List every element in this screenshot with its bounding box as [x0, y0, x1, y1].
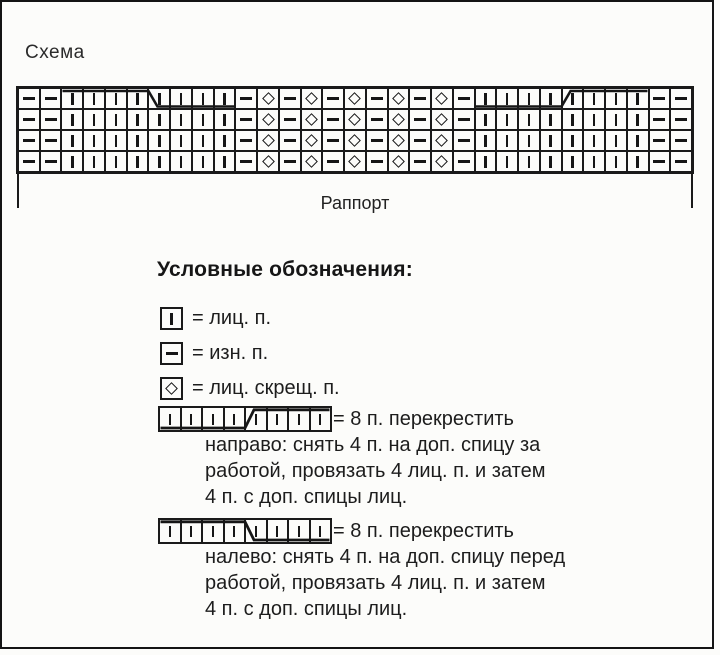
chart-cell: [18, 88, 40, 109]
chart-cell: [540, 130, 562, 151]
knit-bar-icon: [615, 114, 618, 126]
chart-cell: [627, 88, 649, 109]
chart-cell: [192, 88, 214, 109]
purl-bar-icon: [653, 118, 665, 121]
chart-cell: [40, 109, 62, 130]
chart-cell: [518, 109, 540, 130]
knit-bar-icon: [528, 114, 531, 126]
chart-cell: [649, 88, 671, 109]
chart-cell: [192, 151, 214, 172]
purl-bar-icon: [23, 118, 35, 121]
purl-bar-icon: [45, 118, 57, 121]
chart-cell: [605, 109, 627, 130]
knit-bar-icon: [528, 93, 531, 105]
chart-cell: [518, 151, 540, 172]
chart-cell: [431, 109, 453, 130]
chart-cell: [18, 151, 40, 172]
purl-bar-icon: [414, 118, 426, 121]
legend-item-label: = изн. п.: [192, 342, 269, 364]
knit-bar-icon: [615, 135, 618, 147]
knit-bar-icon: [506, 93, 509, 105]
knit-bar-icon: [484, 114, 487, 126]
chart-cell: [496, 151, 518, 172]
chart-cell: [431, 88, 453, 109]
knit-bar-icon: [136, 156, 139, 168]
chart-cell: [105, 109, 127, 130]
chart-cell: [409, 109, 431, 130]
chart-cell: [453, 151, 475, 172]
chart-cell: [148, 130, 170, 151]
chart-cell: [322, 151, 344, 172]
chart-cell: [627, 109, 649, 130]
chart-cell: [105, 88, 127, 109]
purl-bar-icon: [240, 118, 252, 121]
knit-bar-icon: [136, 114, 139, 126]
legend-item-label: = лиц. п.: [192, 307, 272, 329]
legend-heading: Условные обозначения:: [157, 258, 413, 281]
knit-bar-icon: [593, 156, 596, 168]
chart-cell: [257, 130, 279, 151]
knit-bar-icon: [223, 135, 226, 147]
knit-bar-icon: [571, 114, 574, 126]
chart-cell: [170, 130, 192, 151]
chart-cell: [214, 130, 236, 151]
chart-cell: [301, 130, 323, 151]
knit-bar-icon: [169, 526, 171, 537]
purl-bar-icon: [45, 139, 57, 142]
purl-bar-icon: [653, 139, 665, 142]
chart-cell: [409, 130, 431, 151]
knit-bar-icon: [115, 135, 118, 147]
twisted-stitch-icon: [160, 377, 183, 400]
chart-cell: [475, 109, 497, 130]
cable-description-line: = 8 п. перекрестить: [333, 520, 514, 542]
purl-bar-icon: [458, 97, 470, 100]
knit-bar-icon: [170, 313, 173, 325]
chart-cell: [670, 109, 692, 130]
chart-cell: [83, 88, 105, 109]
chart-cell: [322, 109, 344, 130]
knit-bar-icon: [71, 93, 74, 105]
chart-cell: [627, 151, 649, 172]
chart-cell: [496, 88, 518, 109]
diamond-icon: [305, 155, 318, 168]
chart-cell: [40, 151, 62, 172]
cable-description-line: направо: снять 4 п. на доп. спицу за: [205, 434, 541, 456]
knit-stitch-icon: [160, 307, 183, 330]
purl-bar-icon: [458, 118, 470, 121]
chart-cell: [83, 109, 105, 130]
chart-cell: [235, 109, 257, 130]
diamond-icon: [349, 92, 362, 105]
knit-bar-icon: [549, 93, 552, 105]
diamond-icon: [165, 382, 178, 395]
knit-bar-icon: [180, 135, 183, 147]
chart-cell: [148, 109, 170, 130]
chart-cell: [148, 151, 170, 172]
chart-cell: [562, 130, 584, 151]
purl-bar-icon: [675, 97, 687, 100]
knit-bar-icon: [71, 114, 74, 126]
chart-cell: [235, 130, 257, 151]
chart-cell: [649, 109, 671, 130]
chart-cell: [181, 519, 203, 543]
purl-bar-icon: [284, 97, 296, 100]
chart-cell: [279, 88, 301, 109]
purl-bar-icon: [458, 139, 470, 142]
knit-bar-icon: [115, 93, 118, 105]
chart-cell: [83, 130, 105, 151]
knit-bar-icon: [190, 414, 192, 425]
purl-bar-icon: [240, 160, 252, 163]
purl-bar-icon: [653, 97, 665, 100]
chart-cell: [105, 151, 127, 172]
chart-cell: [409, 151, 431, 172]
purl-bar-icon: [327, 139, 339, 142]
chart-cell: [235, 151, 257, 172]
knit-bar-icon: [615, 156, 618, 168]
diamond-icon: [436, 92, 449, 105]
knit-bar-icon: [506, 135, 509, 147]
chart-cell: [301, 109, 323, 130]
purl-bar-icon: [371, 97, 383, 100]
chart-cell: [83, 151, 105, 172]
chart-cell: [159, 407, 181, 431]
chart-grid: [16, 86, 694, 174]
chart-cell: [562, 109, 584, 130]
knit-bar-icon: [180, 114, 183, 126]
purl-bar-icon: [327, 118, 339, 121]
chart-cell: [670, 151, 692, 172]
purl-stitch-icon: [160, 342, 183, 365]
chart-cell: [605, 130, 627, 151]
chart-cell: [257, 88, 279, 109]
knit-bar-icon: [93, 135, 96, 147]
chart-cell: [366, 88, 388, 109]
chart-cell: [61, 151, 83, 172]
knit-bar-icon: [223, 156, 226, 168]
purl-bar-icon: [371, 160, 383, 163]
chart-cell: [453, 109, 475, 130]
knit-bar-icon: [593, 114, 596, 126]
chart-cell: [496, 109, 518, 130]
knit-bar-icon: [484, 135, 487, 147]
chart-cell: [301, 151, 323, 172]
diamond-icon: [392, 113, 405, 126]
purl-bar-icon: [371, 139, 383, 142]
knit-bar-icon: [158, 135, 161, 147]
chart-cell: [170, 151, 192, 172]
chart-cell: [388, 130, 410, 151]
diamond-icon: [305, 134, 318, 147]
diamond-icon: [262, 113, 275, 126]
knit-bar-icon: [593, 93, 596, 105]
knit-bar-icon: [571, 156, 574, 168]
purl-bar-icon: [414, 139, 426, 142]
diamond-icon: [436, 155, 449, 168]
cable-right-description: [205, 406, 585, 510]
chart-cell: [127, 109, 149, 130]
diamond-icon: [349, 155, 362, 168]
chart-cell: [670, 88, 692, 109]
chart-cell: [214, 151, 236, 172]
chart-cell: [40, 130, 62, 151]
chart-cell: [181, 407, 203, 431]
diamond-icon: [392, 134, 405, 147]
knit-bar-icon: [202, 93, 205, 105]
chart-cell: [18, 130, 40, 151]
chart-cell: [214, 88, 236, 109]
chart-cell: [649, 130, 671, 151]
knit-bar-icon: [528, 135, 531, 147]
knitting-chart: [16, 86, 694, 174]
chart-cell: [583, 109, 605, 130]
chart-cell: [475, 88, 497, 109]
legend-item-purl: [160, 342, 268, 365]
chart-cell: [235, 88, 257, 109]
chart-cell: [409, 88, 431, 109]
knit-bar-icon: [169, 414, 171, 425]
chart-cell: [192, 130, 214, 151]
purl-bar-icon: [327, 97, 339, 100]
chart-cell: [388, 109, 410, 130]
chart-cell: [40, 88, 62, 109]
purl-bar-icon: [45, 160, 57, 163]
chart-cell: [540, 109, 562, 130]
knit-bar-icon: [549, 135, 552, 147]
knit-bar-icon: [93, 114, 96, 126]
purl-bar-icon: [23, 160, 35, 163]
chart-cell: [388, 151, 410, 172]
knit-bar-icon: [549, 156, 552, 168]
chart-cell: [366, 109, 388, 130]
purl-bar-icon: [414, 97, 426, 100]
diamond-icon: [262, 134, 275, 147]
chart-cell: [192, 109, 214, 130]
chart-cell: [148, 88, 170, 109]
chart-cell: [388, 88, 410, 109]
chart-cell: [257, 109, 279, 130]
knit-bar-icon: [202, 135, 205, 147]
knit-bar-icon: [158, 93, 161, 105]
purl-bar-icon: [240, 97, 252, 100]
chart-cell: [61, 130, 83, 151]
chart-cell: [127, 151, 149, 172]
chart-cell: [344, 109, 366, 130]
chart-cell: [322, 88, 344, 109]
chart-cell: [301, 88, 323, 109]
chart-cell: [649, 151, 671, 172]
knit-bar-icon: [636, 93, 639, 105]
chart-cell: [518, 88, 540, 109]
diamond-icon: [392, 155, 405, 168]
chart-cell: [279, 130, 301, 151]
knit-bar-icon: [190, 526, 192, 537]
cable-description-line: работой, провязать 4 лиц. п. и затем: [205, 572, 546, 594]
knit-bar-icon: [136, 135, 139, 147]
diamond-icon: [305, 113, 318, 126]
diamond-icon: [305, 92, 318, 105]
chart-cell: [583, 130, 605, 151]
knit-bar-icon: [223, 93, 226, 105]
knit-bar-icon: [571, 135, 574, 147]
cable-description-line: = 8 п. перекрестить: [333, 408, 514, 430]
purl-bar-icon: [675, 139, 687, 142]
chart-cell: [605, 88, 627, 109]
knit-bar-icon: [223, 114, 226, 126]
chart-cell: [583, 151, 605, 172]
chart-cell: [61, 109, 83, 130]
chart-cell: [322, 130, 344, 151]
chart-cell: [61, 88, 83, 109]
knit-bar-icon: [484, 93, 487, 105]
chart-cell: [540, 88, 562, 109]
cable-description-line: работой, провязать 4 лиц. п. и затем: [205, 460, 546, 482]
chart-cell: [366, 151, 388, 172]
diamond-icon: [349, 113, 362, 126]
knit-bar-icon: [593, 135, 596, 147]
purl-bar-icon: [653, 160, 665, 163]
legend-item-knit: [160, 307, 271, 330]
chart-cell: [257, 151, 279, 172]
chart-cell: [496, 130, 518, 151]
knit-bar-icon: [93, 156, 96, 168]
purl-bar-icon: [675, 118, 687, 121]
purl-bar-icon: [371, 118, 383, 121]
chart-cell: [583, 88, 605, 109]
purl-bar-icon: [327, 160, 339, 163]
knit-bar-icon: [180, 156, 183, 168]
schema-title: Схема: [25, 42, 85, 63]
chart-cell: [518, 130, 540, 151]
purl-bar-icon: [23, 97, 35, 100]
purl-bar-icon: [23, 139, 35, 142]
knit-bar-icon: [115, 114, 118, 126]
purl-bar-icon: [284, 139, 296, 142]
knit-bar-icon: [158, 156, 161, 168]
knit-bar-icon: [93, 93, 96, 105]
knit-bar-icon: [136, 93, 139, 105]
knit-bar-icon: [636, 114, 639, 126]
knit-bar-icon: [484, 156, 487, 168]
chart-cell: [344, 130, 366, 151]
knit-bar-icon: [636, 156, 639, 168]
purl-bar-icon: [45, 97, 57, 100]
chart-cell: [18, 109, 40, 130]
purl-bar-icon: [166, 352, 178, 355]
chart-cell: [344, 151, 366, 172]
chart-cell: [214, 109, 236, 130]
chart-cell: [475, 130, 497, 151]
chart-cell: [170, 109, 192, 130]
chart-cell: [453, 88, 475, 109]
purl-bar-icon: [458, 160, 470, 163]
diamond-icon: [262, 155, 275, 168]
legend-item-twisted: [160, 377, 340, 400]
diamond-icon: [392, 92, 405, 105]
knit-bar-icon: [615, 93, 618, 105]
chart-cell: [627, 130, 649, 151]
knit-bar-icon: [506, 156, 509, 168]
chart-cell: [605, 151, 627, 172]
knit-bar-icon: [636, 135, 639, 147]
chart-cell: [279, 151, 301, 172]
cable-description-line: налево: снять 4 п. на доп. спицу перед: [205, 546, 566, 568]
cable-description-line: 4 п. с доп. спицы лиц.: [205, 486, 408, 508]
chart-cell: [170, 88, 192, 109]
purl-bar-icon: [240, 139, 252, 142]
rapport-label: Раппорт: [320, 193, 390, 213]
chart-cell: [344, 88, 366, 109]
knit-bar-icon: [71, 135, 74, 147]
chart-cell: [127, 130, 149, 151]
diamond-icon: [262, 92, 275, 105]
diamond-icon: [436, 134, 449, 147]
cable-left-description: [205, 518, 585, 622]
purl-bar-icon: [284, 118, 296, 121]
knit-bar-icon: [71, 156, 74, 168]
chart-cell: [562, 151, 584, 172]
chart-cell: [431, 130, 453, 151]
knit-bar-icon: [549, 114, 552, 126]
chart-cell: [540, 151, 562, 172]
chart-cell: [366, 130, 388, 151]
legend-item-label: = лиц. скрещ. п.: [192, 377, 340, 399]
knit-bar-icon: [528, 156, 531, 168]
knit-bar-icon: [180, 93, 183, 105]
purl-bar-icon: [284, 160, 296, 163]
purl-bar-icon: [675, 160, 687, 163]
diamond-icon: [436, 113, 449, 126]
knit-bar-icon: [115, 156, 118, 168]
cable-description-line: 4 п. с доп. спицы лиц.: [205, 598, 408, 620]
purl-bar-icon: [414, 160, 426, 163]
chart-cell: [127, 88, 149, 109]
chart-cell: [670, 130, 692, 151]
chart-cell: [562, 88, 584, 109]
diamond-icon: [349, 134, 362, 147]
chart-cell: [159, 519, 181, 543]
knit-bar-icon: [202, 114, 205, 126]
chart-cell: [475, 151, 497, 172]
chart-cell: [431, 151, 453, 172]
chart-cell: [453, 130, 475, 151]
chart-cell: [105, 130, 127, 151]
knit-bar-icon: [158, 114, 161, 126]
knit-bar-icon: [506, 114, 509, 126]
knit-bar-icon: [202, 156, 205, 168]
knit-bar-icon: [571, 93, 574, 105]
chart-cell: [279, 109, 301, 130]
